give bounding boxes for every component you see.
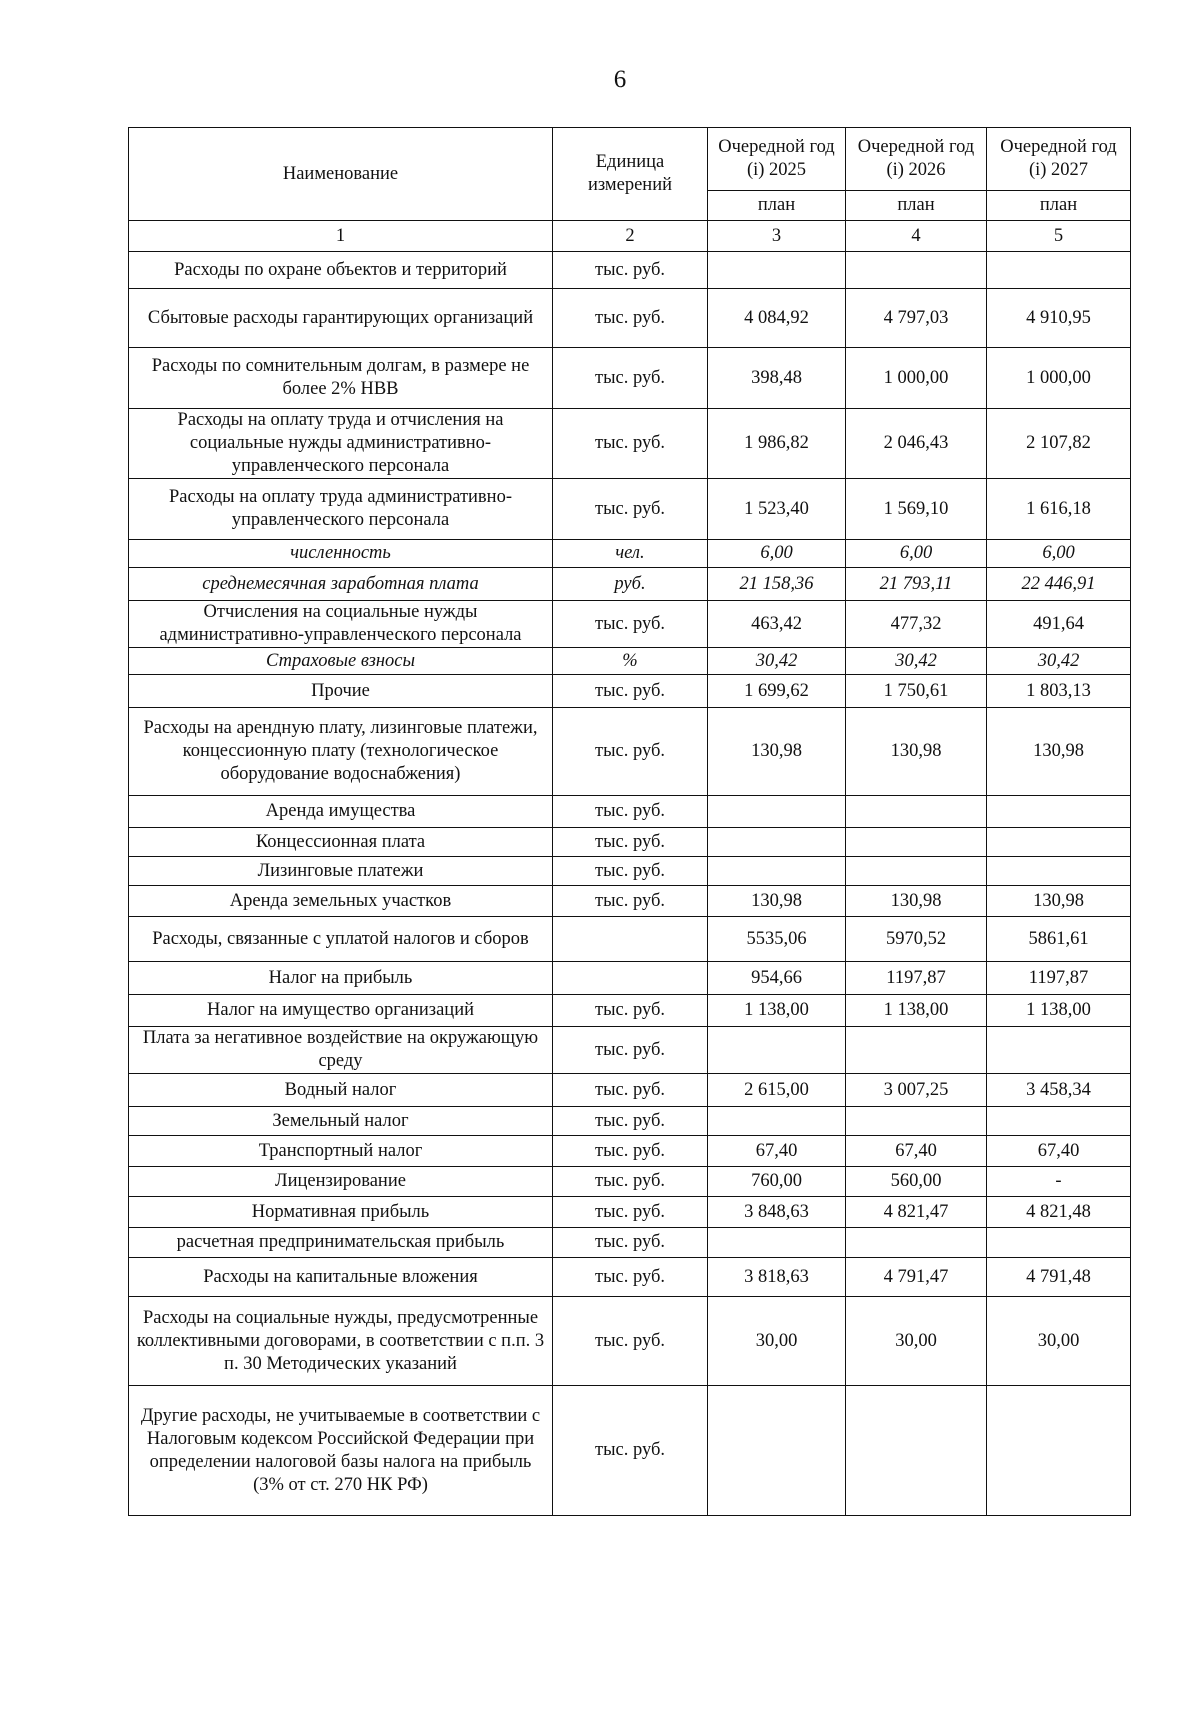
row-value-2025-cell: 3 848,63	[708, 1197, 846, 1228]
row-value-2027-cell: 4 791,48	[987, 1258, 1131, 1297]
row-name-cell: Транспортный налог	[129, 1136, 553, 1167]
row-value-2027-cell	[987, 1386, 1131, 1516]
row-value-2027-cell: 22 446,91	[987, 568, 1131, 601]
table-row	[129, 828, 1131, 857]
table-row	[129, 675, 1131, 708]
row-value-2026-cell: 5970,52	[846, 917, 987, 962]
table-row	[129, 409, 1131, 479]
row-value-2026-cell	[846, 1386, 987, 1516]
row-name-cell: Плата за негативное воздействие на окружающую среду	[129, 1027, 553, 1074]
row-unit-cell: тыс. руб.	[553, 1027, 708, 1074]
row-value-2026-cell: 21 793,11	[846, 568, 987, 601]
table-row	[129, 995, 1131, 1027]
table-row	[129, 962, 1131, 995]
table-row	[129, 1228, 1131, 1258]
row-value-2027-cell: 1 000,00	[987, 348, 1131, 409]
row-value-2027-cell: 3 458,34	[987, 1074, 1131, 1107]
row-name-cell: Страховые взносы	[129, 648, 553, 675]
row-name-cell: среднемесячная заработная плата	[129, 568, 553, 601]
row-name-cell: Расходы на арендную плату, лизинговые платежи, концессионную плату (технологическое оборудование водоснабжения)	[129, 708, 553, 796]
row-value-2027-cell: 30,00	[987, 1297, 1131, 1386]
row-value-2025-cell: 2 615,00	[708, 1074, 846, 1107]
row-value-2025-cell	[708, 1107, 846, 1136]
row-value-2026-cell	[846, 796, 987, 828]
table-row	[129, 252, 1131, 289]
row-value-2026-cell: 1197,87	[846, 962, 987, 995]
row-value-2026-cell	[846, 1027, 987, 1074]
row-value-2027-cell: 1 138,00	[987, 995, 1131, 1027]
row-unit-cell	[553, 962, 708, 995]
row-value-2027-cell: 1 803,13	[987, 675, 1131, 708]
table-row	[129, 1107, 1131, 1136]
header-plan-2025: план	[708, 191, 846, 221]
row-name-cell: Аренда имущества	[129, 796, 553, 828]
row-value-2025-cell	[708, 1386, 846, 1516]
row-value-2027-cell	[987, 796, 1131, 828]
row-value-2026-cell: 2 046,43	[846, 409, 987, 479]
row-value-2026-cell: 130,98	[846, 886, 987, 917]
table-row	[129, 1167, 1131, 1197]
row-value-2027-cell: 1197,87	[987, 962, 1131, 995]
row-value-2026-cell: 3 007,25	[846, 1074, 987, 1107]
table-row	[129, 708, 1131, 796]
row-value-2025-cell: 1 523,40	[708, 479, 846, 540]
table-body	[129, 252, 1131, 1516]
row-value-2027-cell: 130,98	[987, 708, 1131, 796]
table-row	[129, 1258, 1131, 1297]
row-value-2025-cell: 67,40	[708, 1136, 846, 1167]
row-value-2025-cell: 954,66	[708, 962, 846, 995]
row-name-cell: Расходы на оплату труда административно-управленческого персонала	[129, 479, 553, 540]
table-header	[129, 128, 1131, 252]
row-value-2025-cell: 6,00	[708, 540, 846, 568]
table-row	[129, 348, 1131, 409]
row-unit-cell: тыс. руб.	[553, 857, 708, 886]
row-name-cell: Земельный налог	[129, 1107, 553, 1136]
row-value-2026-cell: 30,00	[846, 1297, 987, 1386]
row-value-2025-cell	[708, 1027, 846, 1074]
row-unit-cell: тыс. руб.	[553, 1297, 708, 1386]
row-value-2026-cell: 130,98	[846, 708, 987, 796]
col-num-3: 3	[708, 221, 846, 252]
row-name-cell: расчетная предпринимательская прибыль	[129, 1228, 553, 1258]
row-unit-cell: чел.	[553, 540, 708, 568]
row-value-2026-cell: 30,42	[846, 648, 987, 675]
row-value-2025-cell: 130,98	[708, 708, 846, 796]
row-name-cell: численность	[129, 540, 553, 568]
row-value-2026-cell: 1 000,00	[846, 348, 987, 409]
row-value-2026-cell	[846, 1107, 987, 1136]
row-value-2025-cell: 5535,06	[708, 917, 846, 962]
row-value-2027-cell: 4 910,95	[987, 289, 1131, 348]
row-value-2027-cell	[987, 828, 1131, 857]
row-name-cell: Расходы, связанные с уплатой налогов и сборов	[129, 917, 553, 962]
row-value-2027-cell: 30,42	[987, 648, 1131, 675]
row-value-2027-cell	[987, 252, 1131, 289]
header-plan-2027: план	[987, 191, 1131, 221]
row-name-cell: Расходы по сомнительным долгам, в размере не более 2% НВВ	[129, 348, 553, 409]
row-value-2026-cell: 6,00	[846, 540, 987, 568]
row-name-cell: Налог на имущество организаций	[129, 995, 553, 1027]
row-value-2025-cell	[708, 1228, 846, 1258]
row-value-2026-cell	[846, 857, 987, 886]
row-name-cell: Расходы на социальные нужды, предусмотренные коллективными договорами, в соответствии с п.п. 3 п. 30 Методических указаний	[129, 1297, 553, 1386]
row-unit-cell: тыс. руб.	[553, 886, 708, 917]
row-value-2026-cell: 1 569,10	[846, 479, 987, 540]
row-unit-cell: тыс. руб.	[553, 252, 708, 289]
row-unit-cell: тыс. руб.	[553, 675, 708, 708]
row-value-2026-cell: 67,40	[846, 1136, 987, 1167]
table-row	[129, 917, 1131, 962]
row-value-2027-cell	[987, 1107, 1131, 1136]
table-row	[129, 1386, 1131, 1516]
col-num-1: 1	[129, 221, 553, 252]
row-value-2027-cell: 67,40	[987, 1136, 1131, 1167]
row-value-2027-cell	[987, 857, 1131, 886]
row-unit-cell: тыс. руб.	[553, 1107, 708, 1136]
row-name-cell: Концессионная плата	[129, 828, 553, 857]
row-unit-cell: тыс. руб.	[553, 1386, 708, 1516]
tariff-table	[128, 127, 1131, 1516]
table-row	[129, 479, 1131, 540]
table-row	[129, 601, 1131, 648]
row-value-2025-cell: 21 158,36	[708, 568, 846, 601]
row-value-2025-cell	[708, 796, 846, 828]
row-value-2026-cell: 4 791,47	[846, 1258, 987, 1297]
row-value-2025-cell	[708, 857, 846, 886]
header-unit: Единица измерений	[553, 128, 708, 221]
row-value-2025-cell: 30,00	[708, 1297, 846, 1386]
row-unit-cell: тыс. руб.	[553, 828, 708, 857]
table-row	[129, 1136, 1131, 1167]
row-name-cell: Нормативная прибыль	[129, 1197, 553, 1228]
row-value-2026-cell: 1 750,61	[846, 675, 987, 708]
table-row	[129, 289, 1131, 348]
row-name-cell: Сбытовые расходы гарантирующих организаций	[129, 289, 553, 348]
header-year-2027: Очередной год (i) 2027	[987, 128, 1131, 191]
header-plan-2026: план	[846, 191, 987, 221]
row-value-2027-cell: 5861,61	[987, 917, 1131, 962]
table-row	[129, 648, 1131, 675]
header-year-2026: Очередной год (i) 2026	[846, 128, 987, 191]
row-value-2026-cell: 1 138,00	[846, 995, 987, 1027]
row-unit-cell: тыс. руб.	[553, 796, 708, 828]
row-name-cell: Прочие	[129, 675, 553, 708]
col-num-4: 4	[846, 221, 987, 252]
col-num-2: 2	[553, 221, 708, 252]
row-unit-cell: тыс. руб.	[553, 995, 708, 1027]
row-unit-cell: %	[553, 648, 708, 675]
row-value-2025-cell: 760,00	[708, 1167, 846, 1197]
row-value-2025-cell: 3 818,63	[708, 1258, 846, 1297]
row-value-2025-cell: 1 986,82	[708, 409, 846, 479]
col-num-5: 5	[987, 221, 1131, 252]
table-row	[129, 857, 1131, 886]
row-unit-cell: тыс. руб.	[553, 409, 708, 479]
table-row	[129, 568, 1131, 601]
row-name-cell: Отчисления на социальные нужды административно-управленческого персонала	[129, 601, 553, 648]
row-value-2027-cell	[987, 1228, 1131, 1258]
row-unit-cell: тыс. руб.	[553, 1258, 708, 1297]
row-name-cell: Расходы на капитальные вложения	[129, 1258, 553, 1297]
row-value-2025-cell: 1 699,62	[708, 675, 846, 708]
row-value-2027-cell	[987, 1027, 1131, 1074]
row-value-2025-cell: 4 084,92	[708, 289, 846, 348]
row-value-2025-cell: 1 138,00	[708, 995, 846, 1027]
page-number: 6	[613, 66, 627, 93]
row-name-cell: Другие расходы, не учитываемые в соответствии с Налоговым кодексом Российской Федерации при определении налоговой базы налога на прибыль (3% от ст. 270 НК РФ)	[129, 1386, 553, 1516]
row-name-cell: Расходы на оплату труда и отчисления на социальные нужды административно-управленческого персонала	[129, 409, 553, 479]
row-value-2027-cell: 491,64	[987, 601, 1131, 648]
table-row	[129, 1197, 1131, 1228]
row-value-2025-cell: 130,98	[708, 886, 846, 917]
table-row	[129, 886, 1131, 917]
row-value-2026-cell: 560,00	[846, 1167, 987, 1197]
row-unit-cell: тыс. руб.	[553, 348, 708, 409]
row-value-2027-cell: 1 616,18	[987, 479, 1131, 540]
row-value-2026-cell: 477,32	[846, 601, 987, 648]
row-unit-cell: тыс. руб.	[553, 1167, 708, 1197]
row-name-cell: Налог на прибыль	[129, 962, 553, 995]
row-value-2025-cell	[708, 252, 846, 289]
row-value-2026-cell	[846, 1228, 987, 1258]
row-unit-cell: тыс. руб.	[553, 1228, 708, 1258]
row-value-2026-cell: 4 797,03	[846, 289, 987, 348]
row-unit-cell: тыс. руб.	[553, 708, 708, 796]
table-row	[129, 796, 1131, 828]
row-value-2027-cell: 2 107,82	[987, 409, 1131, 479]
row-unit-cell: руб.	[553, 568, 708, 601]
row-name-cell: Аренда земельных участков	[129, 886, 553, 917]
row-unit-cell: тыс. руб.	[553, 1074, 708, 1107]
row-value-2027-cell: -	[987, 1167, 1131, 1197]
table-row	[129, 1027, 1131, 1074]
table-row	[129, 1074, 1131, 1107]
row-unit-cell: тыс. руб.	[553, 601, 708, 648]
table-row	[129, 1297, 1131, 1386]
header-name: Наименование	[129, 128, 553, 221]
row-value-2025-cell: 463,42	[708, 601, 846, 648]
row-value-2027-cell: 130,98	[987, 886, 1131, 917]
table-row	[129, 540, 1131, 568]
row-name-cell: Расходы по охране объектов и территорий	[129, 252, 553, 289]
row-name-cell: Водный налог	[129, 1074, 553, 1107]
header-year-2025: Очередной год (i) 2025	[708, 128, 846, 191]
row-value-2027-cell: 4 821,48	[987, 1197, 1131, 1228]
row-value-2026-cell	[846, 828, 987, 857]
row-name-cell: Лицензирование	[129, 1167, 553, 1197]
row-unit-cell: тыс. руб.	[553, 1197, 708, 1228]
row-value-2026-cell: 4 821,47	[846, 1197, 987, 1228]
row-value-2026-cell	[846, 252, 987, 289]
row-name-cell: Лизинговые платежи	[129, 857, 553, 886]
row-unit-cell	[553, 917, 708, 962]
row-unit-cell: тыс. руб.	[553, 479, 708, 540]
row-value-2025-cell	[708, 828, 846, 857]
row-unit-cell: тыс. руб.	[553, 289, 708, 348]
row-value-2027-cell: 6,00	[987, 540, 1131, 568]
row-unit-cell: тыс. руб.	[553, 1136, 708, 1167]
row-value-2025-cell: 30,42	[708, 648, 846, 675]
row-value-2025-cell: 398,48	[708, 348, 846, 409]
